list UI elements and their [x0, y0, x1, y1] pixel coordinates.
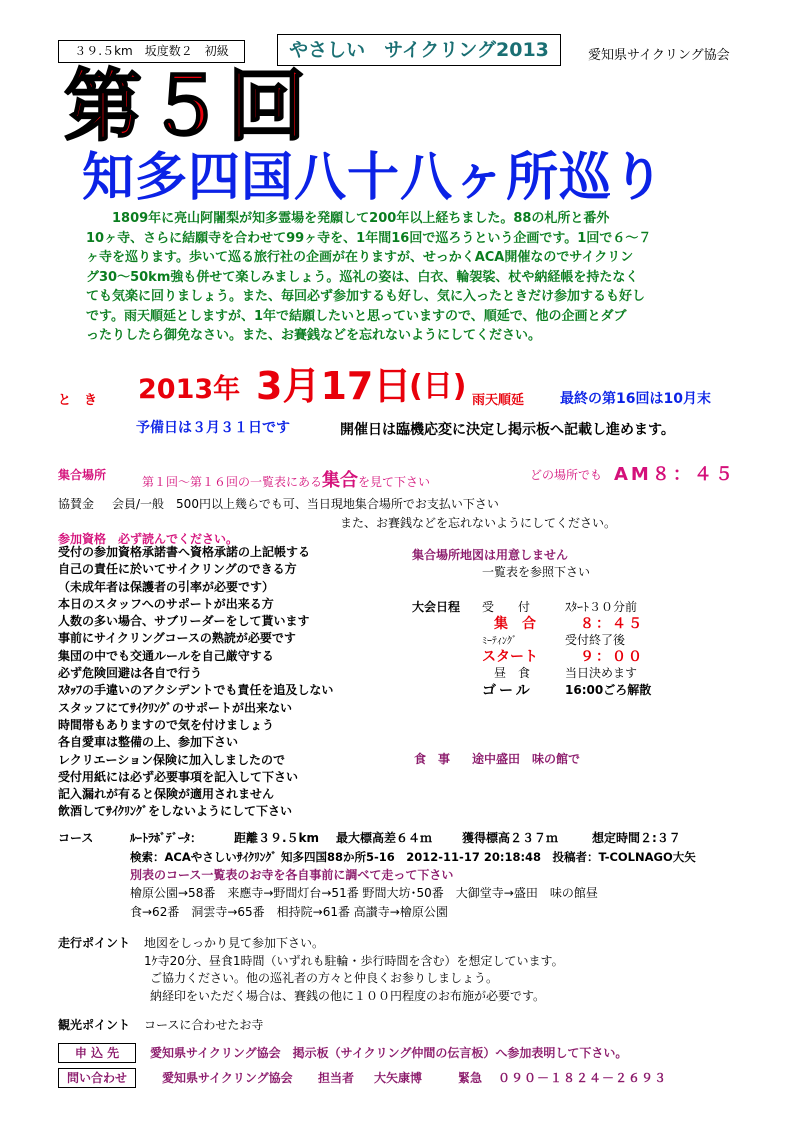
qualification-item: レクリエーション保険に加入しましたので [58, 752, 286, 767]
date-month-day: 3月17日 [256, 364, 412, 408]
contact-label-box: 問い合わせ [58, 1068, 136, 1088]
course-max-elevation: 最大標高差６４ｍ [336, 831, 433, 845]
course-distance: 距離３９.５km [234, 831, 320, 845]
meeting-any-place: どの場所でも [530, 468, 603, 482]
sightseeing-text: コースに合わせたお寺 [144, 1018, 264, 1032]
map-note-text: 一覧表を参照下さい [482, 565, 591, 579]
meeting-text [142, 466, 430, 492]
meeting-highlight: 集合 [322, 470, 359, 491]
course-label: コース [58, 831, 94, 845]
qualification-item: 飲酒してｻｲｸﾘﾝｸﾞをしないようにして下さい [58, 804, 293, 819]
schedule-row-value: ｽﾀｰﾄ３０分前 [565, 600, 638, 614]
contact-emergency-label: 緊急 [458, 1071, 483, 1085]
qualification-item: 受付の参加資格承諾書へ資格承諾の上記帳する [58, 545, 311, 559]
decision-note: 開催日は臨機応変に決定し掲示板へ記載し進めます。 [340, 422, 675, 438]
date-year: 2013年 [138, 374, 241, 405]
schedule-label: 大会日程 [412, 600, 461, 614]
schedule-row-meeting: 集 合 [494, 616, 536, 632]
event-number-title: 第５回 [64, 62, 311, 152]
contact-phone: ０９０－１８２４－２６９３ [498, 1071, 668, 1085]
qualification-item: スタッフにてｻｲｸﾘﾝｸﾞのサポートが出来ない [58, 700, 293, 715]
fee-line-2: また、お賽銭などを忘れないようにしてください。 [340, 516, 617, 530]
rain-postpone-note: 雨天順延 [472, 393, 525, 408]
points-line: 納経印をいただく場合は、賽銭の他に１００円程度のお布施が必要です。 [150, 989, 546, 1003]
route-data-label: ﾙｰﾄﾗﾎﾞﾃﾞｰﾀ： [130, 831, 203, 845]
contact-org: 愛知県サイクリング協会 [162, 1071, 293, 1085]
schedule-row-value: 当日決めます [565, 666, 638, 680]
schedule-row-name: 受 付 [482, 600, 531, 614]
intro-line: ても気楽に回りましょう。また、毎回必ず参加するも好し、気に入ったときだけ参加するも好し [86, 289, 646, 304]
course-search: 検索：ACAやさしいｻｲｸﾘﾝｸﾞ 知多四国88か所5-16 2012-11-17 20:18:48 投稿者：T-COLNAGO大矢 [130, 850, 696, 864]
qualifications-list [58, 544, 333, 821]
course-advance-note: 別表のコース一覧表のお寺を各自事前に調べて走って下さい [130, 868, 454, 882]
meeting-label: 集合場所 [58, 468, 107, 482]
meal-label: 食 事 [414, 752, 451, 766]
apply-label-box: 申 込 先 [58, 1043, 136, 1063]
schedule-row-goal: ゴール [482, 683, 533, 699]
intro-paragraph [86, 209, 651, 346]
qualification-item: 事前にサイクリングコースの熟読が必要です [58, 631, 296, 646]
qualification-item: 本日のスタッフへのサポートが出来る方 [58, 596, 274, 611]
event-main-title: 知多四国八十八ヶ所巡り [82, 148, 666, 208]
intro-line: ったりしたら御免なさい。また、お賽銭などを忘れないようにしてください。 [86, 328, 542, 343]
qualification-item: 人数の多い場合、サブリーダーをして貰います [58, 614, 310, 629]
meeting-text-before: 第１回～第１６回の一覧表にある [142, 475, 323, 489]
qualifications-heading: 参加資格 必ず読んでください。 [58, 532, 239, 546]
intro-line: グ30～50km強も併せて楽しみましょう。巡礼の姿は、白衣、輪袈裟、杖や納経帳を持たなく [86, 269, 639, 285]
sightseeing-label: 観光ポイント [58, 1018, 131, 1032]
final-session-note: 最終の第16回は10月末 [560, 391, 711, 407]
qualification-item: ｽﾀｯﾌの手違いのアクシデントでも責任を追及しない [58, 683, 334, 698]
schedule-row-value: 受付終了後 [565, 633, 626, 647]
date-label: と き [58, 393, 98, 408]
fee-label: 協賛金 [58, 497, 95, 511]
intro-line: ヶ寺を巡ります。歩いて巡る旅行社の企画が在りますが、せっかくACA開催なのでサイクリン [86, 250, 634, 265]
qualification-item: 記入漏れが有ると保険が適用されません [58, 787, 275, 802]
date-weekday: (日) [409, 369, 467, 404]
course-summary-box: ３９.５km 坂度数２ 初級 [58, 40, 245, 63]
spare-day-note: 予備日は３月３１日です [136, 420, 290, 436]
intro-line: です。雨天順延としますが、1年で結願したいと思っていますので、順延で、他の企画とダブ [86, 308, 627, 324]
qualification-item: 自己の責任に於いてサイクリングのできる方 [58, 562, 297, 577]
apply-text: 愛知県サイクリング協会 掲示板（サイクリング仲間の伝言板）へ参加表明して下さい。 [150, 1046, 628, 1060]
qualification-item: 受付用紙には必ず必要事項を記入して下さい [58, 769, 299, 784]
schedule-row-value: ８：４５ [580, 616, 644, 632]
qualification-item: 時間帯もありますので気を付けましょう [58, 717, 275, 732]
qualification-item: 必ず危険回避は各自で行う [58, 666, 203, 681]
meal-value: 途中盛田 味の館で [472, 752, 581, 766]
qualification-item: 各自愛車は整備の上、参加下さい [58, 735, 239, 750]
points-line: 1ｹ寺20分、昼食1時間（いずれも駐輪・歩行時間を含む）を想定しています。 [144, 954, 564, 968]
course-total-climb: 獲得標高２３７ｍ [462, 831, 559, 845]
contact-person-label: 担当者 [318, 1071, 355, 1085]
fee-line-1: 会員/一般 500円以上幾らでも可、当日現地集合場所でお支払い下さい [112, 497, 499, 511]
intro-line: 10ヶ寺、さらに結願寺を合わせて99ヶ寺を、1年間16回で巡ろうという企画です。1回で６～７ [86, 230, 652, 246]
course-route-line-1: 檜原公園→58番 来應寺→野間灯台→51番 野間大坊･50番 大御堂寺→盛田 味の館昼 [130, 886, 598, 900]
schedule-row-briefing: ﾐｰﾃｨﾝｸﾞ [482, 636, 517, 647]
schedule-row-value: 16:00ごろ解散 [565, 683, 652, 697]
schedule-row-start: スタート [482, 649, 538, 665]
qualification-item: 集団の中でも交通ルールを自己厳守する [58, 648, 274, 663]
organizer-name: 愛知県サイクリング協会 [588, 48, 730, 63]
contact-person: 大矢康博 [374, 1071, 423, 1085]
schedule-row-lunch: 昼 食 [494, 666, 531, 680]
points-line: ご協力ください。他の巡礼者の方々と仲良くお参りしましょう。 [150, 971, 499, 985]
course-route-line-2: 食→62番 洞雲寺→65番 相持院→61番 高讃寺→檜原公園 [130, 905, 448, 919]
course-estimated-time: 想定時間２:３７ [592, 831, 681, 845]
meeting-time: AM８：４５ [614, 464, 736, 485]
series-title-box: やさしい サイクリング2013 [277, 34, 561, 66]
points-line: 地図をしっかり見て参加下さい。 [144, 936, 325, 950]
schedule-row-value: ９：００ [580, 649, 644, 665]
intro-line: 1809年に亮山阿闍梨が知多霊場を発願して200年以上経ちました。88の札所と番外 [112, 211, 610, 226]
meeting-text-after: を見て下さい [358, 475, 431, 489]
qualification-item: （未成年者は保護者の引率が必要です） [58, 579, 275, 594]
points-label: 走行ポイント [58, 936, 131, 950]
map-note-title: 集合場所地図は用意しません [412, 548, 569, 562]
